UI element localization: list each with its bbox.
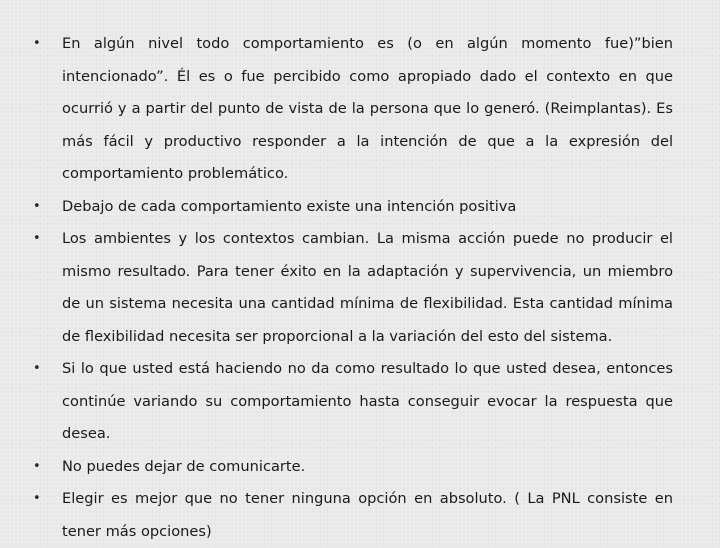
bullet-icon: • (33, 198, 41, 214)
list-item (0, 223, 720, 353)
slide-content (0, 28, 720, 548)
bullet-icon: • (33, 231, 41, 246)
bullet-icon: • (33, 361, 41, 376)
list-item (0, 191, 720, 224)
list-item (0, 451, 720, 484)
list-item-text: Debajo de cada comportamiento existe una intención positiva (62, 197, 517, 215)
bullet-icon: • (33, 458, 41, 474)
list-item-text: Elegir es mejor que no tener ninguna opción en absoluto. ( La PNL consiste en tener más opciones) (62, 490, 673, 540)
bullet-list (0, 28, 720, 548)
list-item (0, 483, 720, 548)
list-item-text: Los ambientes y los contextos cambian. La misma acción puede no producir el mismo resultado. Para tener éxito en la adaptación y supervivencia, un miembro de un sistema necesita una cantidad mínima de flexibilidad. Esta cantidad mínima de flexibilidad necesita ser proporcional a la variación del esto del sistema. (62, 230, 673, 345)
list-item-text: En algún nivel todo comportamiento es (o en algún momento fue)”bien intencionado”. Él es o fue percibido como apropiado dado el contexto en que ocurrió y a partir del punto de vista de la persona que lo generó. (Reimplantas). Es más fácil y productivo responder a la intención de que a la expresión del comportamiento problemático. (62, 35, 673, 182)
bullet-icon: • (33, 491, 41, 506)
list-item-text: Si lo que usted está haciendo no da como resultado lo que usted desea, entonces continúe variando su comportamiento hasta conseguir evocar la respuesta que desea. (62, 360, 673, 442)
list-item (0, 28, 720, 191)
list-item-text: No puedes dejar de comunicarte. (62, 457, 306, 475)
list-item (0, 353, 720, 451)
bullet-icon: • (33, 36, 41, 51)
